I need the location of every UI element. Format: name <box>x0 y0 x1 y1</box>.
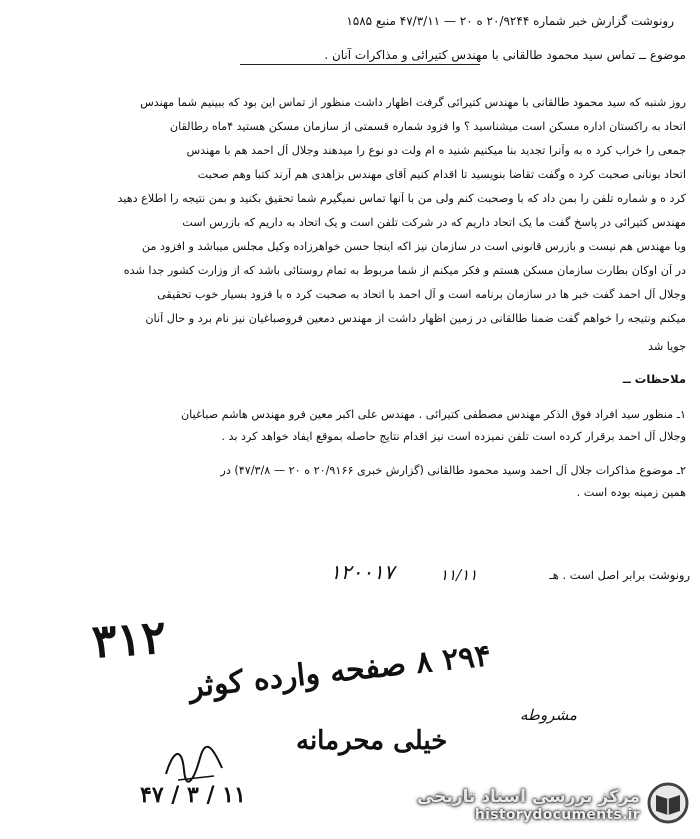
watermark-label-fa: مرکز بررسی اسناد تاریخی <box>417 787 640 807</box>
notes-line: ۲ـ موضوع مذاکرات جلال آل احمد وسید محمود طالقانی (گزارش خبری ۲۰/۹۱۶۶ ه ۲۰ — ۴۷/۳/۸) در <box>220 464 686 477</box>
watermark <box>0 759 700 839</box>
notes-line: وجلال آل احمد برقرار کرده است تلفن نمیزده است نیز اقدام نتایج حاصله بموقع ایفاد خواهد کرد بد . <box>221 430 686 443</box>
subject-line: موضوع ــ تماس سید محمود طالقانی با مهندس کتیرائی و مذاکرات آنان . <box>324 48 686 62</box>
handwritten-word: مشروطه <box>520 706 577 724</box>
watermark-text <box>417 787 640 823</box>
notes-line: ۱ـ منظور سید افراد فوق الذکر مهندس مصطفی کتیرائی . مهندس علی اکبر معین فرو مهندس هاشم صباغیان <box>180 408 686 421</box>
body-line: وجلال آل احمد گفت خبر ها در سازمان برنامه است و آل احمد با اتحاد به صحبت کرد ه با فزود بسیار خوب تحقیقی <box>157 288 686 301</box>
body-line: روز شنبه که سید محمود طالقانی با مهندس کتیرائی گرفت اظهار داشت منظور از تماس این بود که ببینیم شما مهندس <box>140 96 686 109</box>
handwritten-number: ۱۲۰۰۱۷ <box>330 560 395 584</box>
watermark-label-en: historydocuments.ir <box>474 807 640 823</box>
notes-line: همین زمینه بوده است . <box>576 486 686 499</box>
body-line: میکنم ونتیجه را خواهم گفت ضمنا طالقانی در زمین اظهار داشت از مهندس دمعین فروصباغیان نیز نام برد و حال آنان <box>145 312 686 325</box>
copy-certification: رونوشت برابر اصل است . هـ <box>549 568 690 582</box>
body-line: وبا مهندس هم نیست و بازرس قانونی است در سازمان نیز اکه اینجا حسن خواهرزاده وکیل مجلس میباشد و افزود من <box>141 240 686 253</box>
body-line: اتحاد به راکستان اداره مسکن است میشناسید ؟ وا فزود شماره قسمتی از سازمان مسکن هستید ۴ماه رطالقان <box>169 120 686 133</box>
body-line: مهندس کتیرائی در پاسخ گفت ما یک اتحاد داریم که در شرکت تلفن است و یک اتحاد به داریم که بازرس است <box>182 216 686 229</box>
handwritten-date: ۱۱/۱۱ <box>440 566 478 584</box>
body-line: در آن اوکان بطارت سازمان مسکن هستم و فکر میکنم از شما مربوط به تمام روستائی باشد که از وزارت کشور جدا شده <box>123 264 686 277</box>
classification-stamp: خیلی محرمانه <box>296 726 448 756</box>
report-header: رونوشت گزارش خبر شماره ۲۰/۹۲۴۴ ه ۲۰ — ۴۷/۳/۱۱ منبع ۱۵۸۵ <box>346 14 674 28</box>
handwritten-annotation: ۳۱۲ <box>90 609 168 669</box>
subject-underline <box>240 64 480 65</box>
handwritten-annotation: ۲۹۴ ۸ صفحه وارده کوثر <box>187 638 493 705</box>
body-line: جمعی را خراب کرد ه به وآنرا تجدید بنا میکنیم شنید ه ام ولت دو نوع را میدهند وجلال آل احمد هم با مهندس <box>186 144 686 157</box>
body-line: جویا شد <box>647 340 686 353</box>
signature-date: ۴۷ / ۳ / ۱۱ <box>140 782 246 808</box>
book-logo-icon <box>646 781 690 825</box>
body-line: کرد ه و شماره تلفن را بمن داد که با وصحبت کنم ولی من با آنها تماس نمیگیرم شما تحقیق بکنید و بمن نتیجه را اطلاع دهید <box>117 192 686 205</box>
notes-heading: ملاحظات ــ <box>622 372 686 386</box>
body-line: اتحاد بونانی صحبت کرد ه وگفت تقاضا بنویسید تا اقدام کنیم آقای مهندس بزاهدی هم آرند کتبا وهم صحبت <box>197 168 686 181</box>
